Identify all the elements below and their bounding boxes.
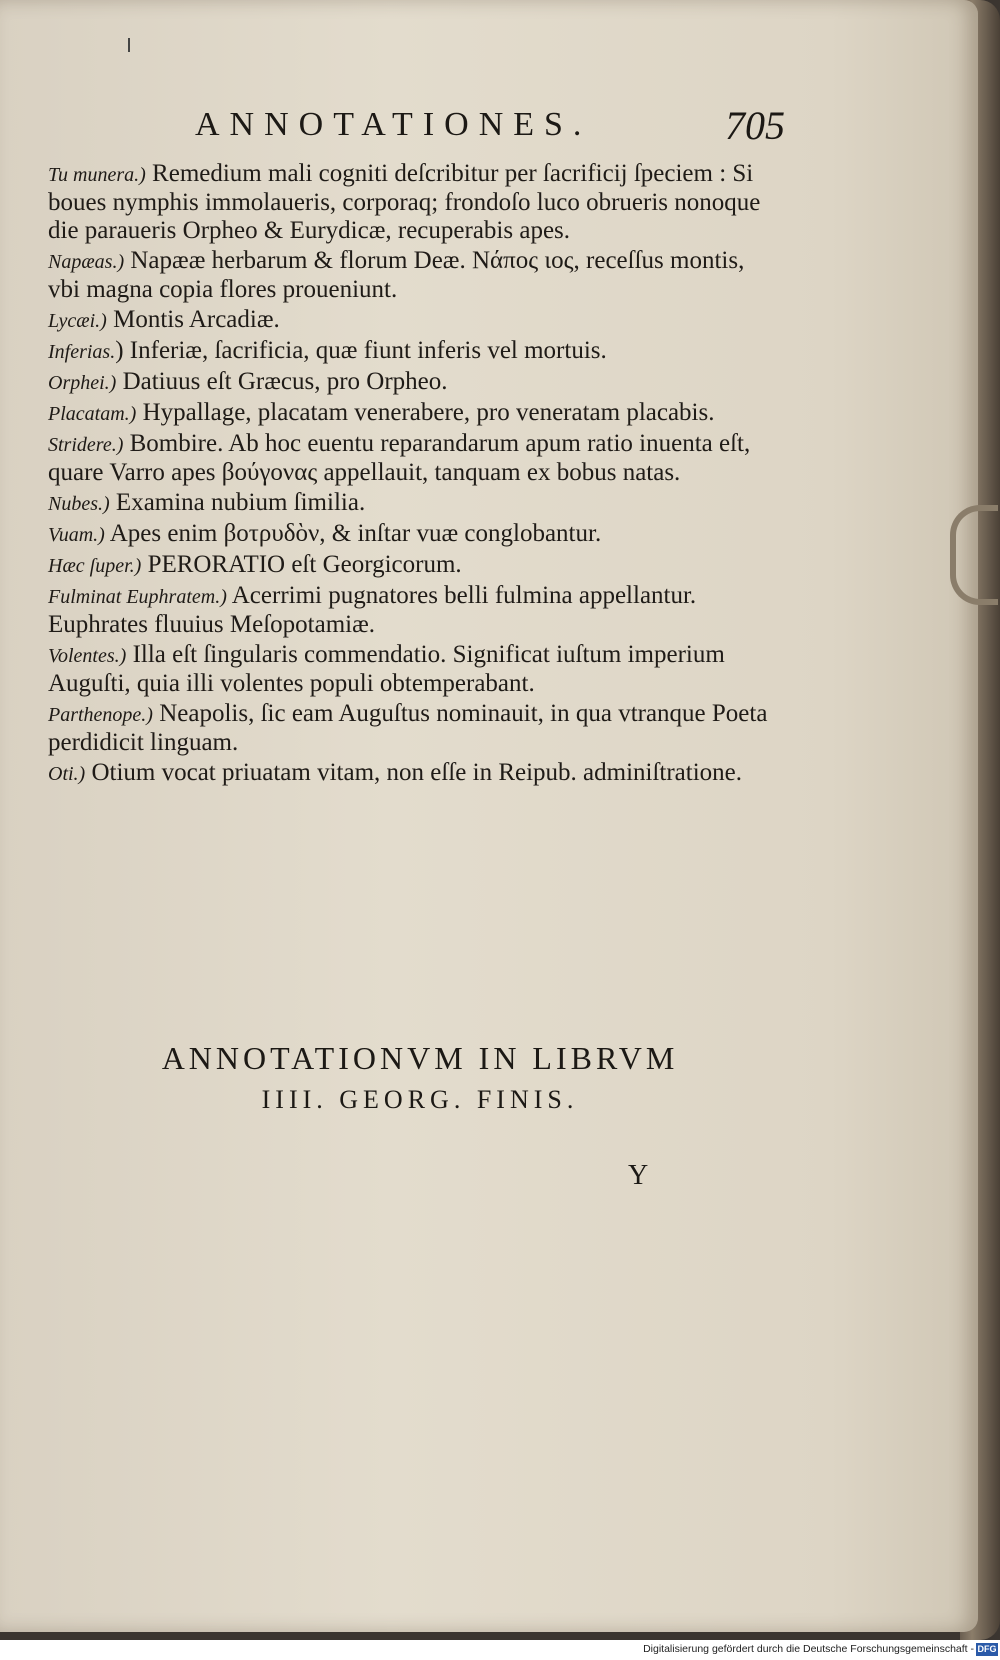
clasp-icon (950, 505, 998, 605)
annotation-entry (48, 337, 778, 366)
gloss: Neapolis, ſic eam Auguſtus nominauit, in qua vtranque Poeta perdidicit linguam. (48, 700, 768, 756)
annotation-entry (48, 582, 778, 639)
lemma: Oti.) (48, 763, 86, 785)
gloss: Apes enim βοτρυδὸν, & inſtar vuæ conglobantur. (104, 520, 602, 547)
footer-credit: Digitalisierung gefördert durch die Deutsche Forschungsgemeinschaft - (643, 1643, 974, 1655)
annotation-entry (48, 641, 778, 698)
lemma: Placatam.) (48, 403, 137, 425)
colophon-line-2: IIII. GEORG. FINIS. (261, 1085, 579, 1114)
lemma: Volentes.) (48, 645, 127, 667)
header-title: ANNOTATIONES. (195, 106, 592, 143)
colophon-line-1: ANNOTATIONVM IN LIBRVM (161, 1040, 679, 1076)
annotation-entry (48, 430, 778, 487)
lemma: Fulminat Euphratem.) (48, 586, 227, 608)
gloss: Illa eſt ſingularis commendatio. Significat iuſtum imperium Auguſti, quia illi volentes populi obtemperabant. (48, 641, 725, 697)
annotation-entry (48, 489, 778, 518)
annotation-entry (48, 306, 778, 335)
gloss: Examina nubium ſimilia. (109, 489, 366, 516)
lemma: Inferias. (48, 341, 116, 363)
gloss: Montis Arcadiæ. (106, 306, 280, 333)
gloss: Remedium mali cogniti deſcribitur per ſacrificij ſpeciem : Si boues nymphis immolaueris, corporaq; frondoſo luco obrueris nonoque die paraueris Orpheo & Eurydicæ, recuperabis apes. (48, 160, 761, 244)
margin-mark (128, 38, 130, 52)
gloss: ) Inferiæ, ſacrificia, quæ fiunt inferis vel mortuis. (115, 337, 607, 364)
lemma: Lycæi.) (48, 310, 107, 332)
lemma: Napæas.) (48, 251, 125, 273)
lemma: Parthenope.) (48, 704, 153, 726)
gloss: Hypallage, placatam venerabere, pro veneratam placabis. (136, 399, 715, 426)
footer-bar (0, 1640, 1000, 1660)
page-number: 705 (725, 103, 785, 148)
annotation-entry (48, 700, 778, 757)
annotation-entry (48, 247, 778, 304)
lemma: Hæc ſuper.) (48, 555, 142, 577)
gloss: Napææ herbarum & florum Deæ. Νάπος ιος, receſſus montis, vbi magna copia flores proueniunt. (48, 247, 745, 303)
dfg-logo: DFG (977, 1644, 997, 1654)
lemma: Tu munera.) (48, 164, 146, 186)
gloss: Acerrimi pugnatores belli fulmina appellantur. Euphrates fluuius Meſopotamiæ. (48, 582, 697, 638)
annotation-entry (48, 759, 778, 788)
gloss: PERORATIO eſt Georgicorum. (141, 551, 462, 578)
annotations-body (48, 160, 778, 790)
lemma: Vuam.) (48, 524, 105, 546)
signature-mark: Y (628, 1160, 649, 1191)
annotation-entry (48, 160, 778, 245)
lemma: Orphei.) (48, 372, 117, 394)
lemma: Stridere.) (48, 434, 124, 456)
annotation-entry (48, 368, 778, 397)
gloss: Otium vocat priuatam vitam, non eſſe in Reipub. adminiſtratione. (85, 759, 743, 786)
annotation-entry (48, 551, 778, 580)
gloss: Bombire. Ab hoc euentu reparandarum apum ratio inuenta eſt, quare Varro apes βούγονας appellauit, tanquam ex bobus natas. (48, 430, 751, 486)
gloss: Datiuus eſt Græcus, pro Orpheo. (116, 368, 448, 395)
annotation-entry (48, 520, 778, 549)
running-header (195, 103, 785, 148)
lemma: Nubes.) (48, 493, 110, 515)
annotation-entry (48, 399, 778, 428)
colophon (50, 1040, 790, 1115)
